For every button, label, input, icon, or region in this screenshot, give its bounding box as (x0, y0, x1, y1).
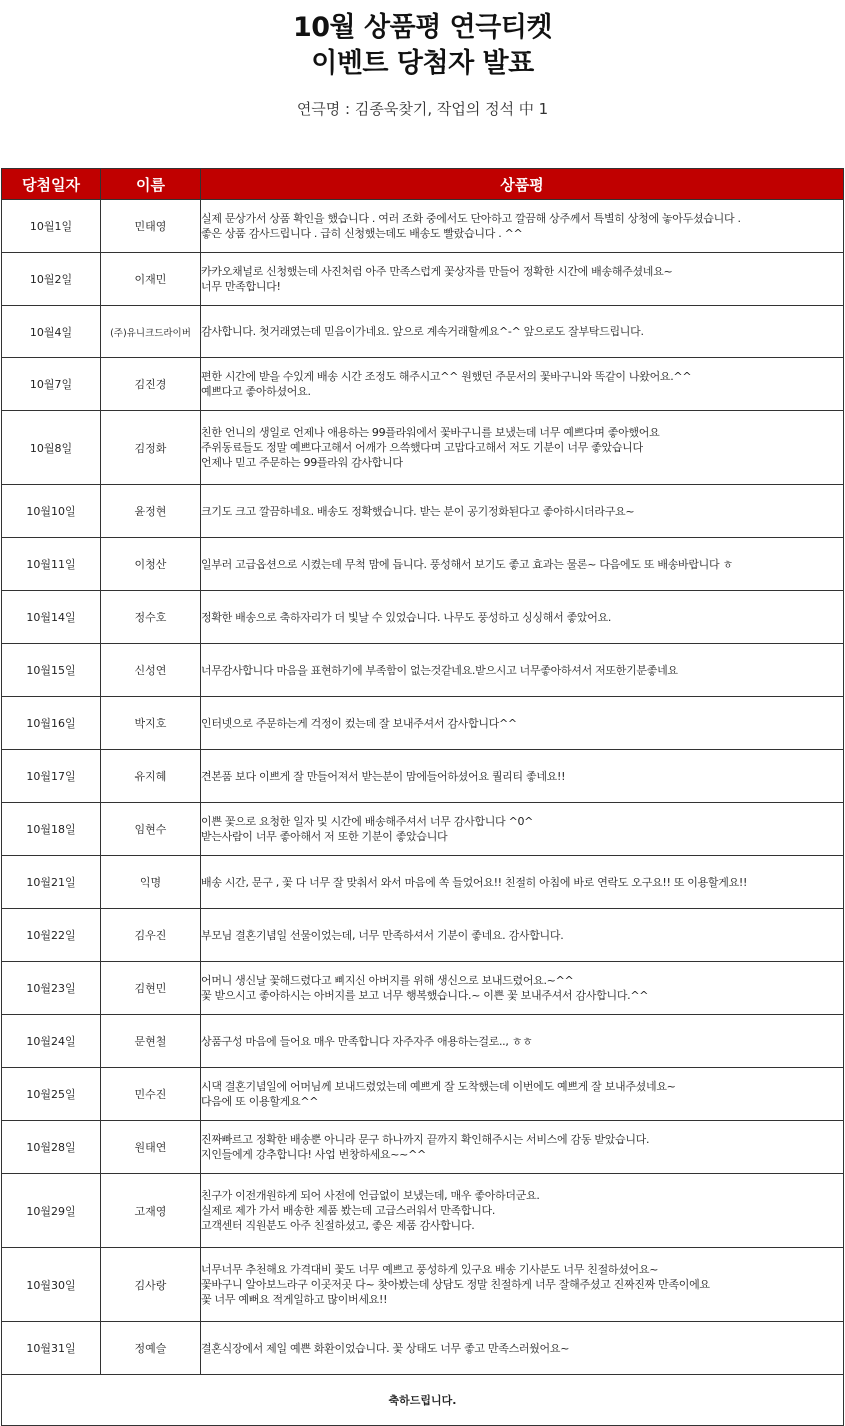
winner-review (201, 1322, 844, 1375)
winner-date: 10월16일 (2, 697, 101, 750)
review-line: 배송 시간, 문구 , 꽃 다 너무 잘 맞춰서 와서 마음에 쏙 들었어요!! 친절히 아침에 바로 연락도 오구요!! 또 이용할게요!! (201, 875, 748, 889)
review-line: 꽃바구니 알아보느라구 이곳저곳 다~ 찾아봤는데 상담도 정말 친절하게 너무 잘해주셨고 진짜진짜 만족이에요 (201, 1278, 710, 1291)
play-subtitle: 연극명 : 김종욱찾기, 작업의 정석 中 1 (296, 100, 549, 118)
winner-name: 윤정현 (101, 485, 201, 538)
table-row (2, 803, 844, 856)
table-row (2, 358, 844, 411)
page-title-line2: 이벤트 당첨자 발표 (311, 48, 534, 79)
table-row (2, 697, 844, 750)
winner-name: 임현수 (101, 803, 201, 856)
table-row (2, 1015, 844, 1068)
winner-review (201, 644, 844, 697)
winner-review (201, 962, 844, 1015)
winner-date: 10월14일 (2, 591, 101, 644)
table-row (2, 538, 844, 591)
winner-name: 원태연 (101, 1121, 201, 1174)
review-line: 편한 시간에 받을 수있게 배송 시간 조정도 해주시고^^ 원했던 주문서의 꽃바구니와 똑같이 나왔어요.^^ (201, 370, 692, 383)
review-line: 견본품 보다 이쁘게 잘 만들어져서 받는분이 맘에들어하셨어요 퀄리티 좋네요!! (201, 769, 566, 783)
winner-date: 10월30일 (2, 1248, 101, 1322)
winner-name: 박지호 (101, 697, 201, 750)
winner-name: 김정화 (101, 411, 201, 485)
table-row (2, 909, 844, 962)
review-line: 이쁜 꽃으로 요청한 일자 및 시간에 배송해주셔서 너무 감사합니다 ^0^ (201, 815, 534, 828)
winner-name: 김사랑 (101, 1248, 201, 1322)
review-line: 주위동료들도 정말 예쁘다고해서 어깨가 으쓱했다며 고맙다고해서 저도 기분이 너무 좋았습니다 (201, 441, 643, 454)
winner-date: 10월18일 (2, 803, 101, 856)
review-line: 친한 언니의 생일로 언제나 애용하는 99플라워에서 꽃바구니를 보냈는데 너무 예쁘다며 좋아했어요 (201, 426, 660, 439)
review-line: 결혼식장에서 제일 예쁜 화환이었습니다. 꽃 상태도 너무 좋고 만족스러웠어요~ (201, 1341, 570, 1355)
review-line: 좋은 상품 감사드립니다 . 급히 신청했는데도 배송도 빨랐습니다 . ^^ (201, 227, 523, 240)
table-header-row (2, 169, 844, 200)
page-title-line1: 10월 상품평 연극티켓 (292, 12, 553, 43)
review-line: 어머니 생신날 꽃해드렸다고 삐지신 아버지를 위해 생신으로 보내드렸어요.~^^ (201, 974, 574, 987)
winner-name: 민태영 (101, 200, 201, 253)
winner-date: 10월8일 (2, 411, 101, 485)
review-line: 일부러 고급옵션으로 시켰는데 무척 맘에 듭니다. 풍성해서 보기도 좋고 효과는 물론~ 다음에도 또 배송바랍니다 ㅎ (201, 557, 733, 571)
winner-review (201, 909, 844, 962)
winner-date: 10월4일 (2, 306, 101, 358)
winner-date: 10월22일 (2, 909, 101, 962)
winner-name: 정예슬 (101, 1322, 201, 1375)
footer-row (2, 1375, 844, 1426)
review-line: 언제나 믿고 주문하는 99플라워 감사합니다 (201, 456, 403, 469)
winner-review (201, 200, 844, 253)
winner-name: 유지혜 (101, 750, 201, 803)
winner-date: 10월10일 (2, 485, 101, 538)
winners-table (1, 168, 844, 1426)
table-row (2, 750, 844, 803)
review-line: 시댁 결혼기념일에 어머님께 보내드렸었는데 예쁘게 잘 도착했는데 이번에도 예쁘게 잘 보내주셨네요~ (201, 1080, 676, 1093)
review-line: 예쁘다고 좋아하셨어요. (201, 385, 311, 398)
column-header-date: 당첨일자 (2, 169, 101, 200)
winner-date: 10월25일 (2, 1068, 101, 1121)
winner-review (201, 1015, 844, 1068)
review-line: 받는사람이 너무 좋아해서 저 또한 기분이 좋았습니다 (201, 830, 448, 843)
winner-name: 김현민 (101, 962, 201, 1015)
review-line: 친구가 이전개원하게 되어 사전에 언급없이 보냈는데, 매우 좋아하더군요. (201, 1189, 540, 1202)
winner-name: 이재민 (101, 253, 201, 306)
column-header-name: 이름 (101, 169, 201, 200)
table-row (2, 591, 844, 644)
review-line: 너무감사합니다 마음을 표현하기에 부족함이 없는것같네요.받으시고 너무좋아하셔서 저또한기분좋네요 (201, 663, 678, 677)
review-line: 감사합니다. 첫거래였는데 믿음이가네요. 앞으로 계속거래할께요^-^ 앞으로도 잘부탁드립니다. (201, 325, 644, 338)
winner-review (201, 1174, 844, 1248)
winner-name: 익명 (101, 856, 201, 909)
review-line: 정확한 배송으로 축하자리가 더 빛날 수 있었습니다. 나무도 풍성하고 싱싱해서 좋았어요. (201, 610, 612, 624)
table-row (2, 306, 844, 358)
winner-name: 정수호 (101, 591, 201, 644)
winner-date: 10월29일 (2, 1174, 101, 1248)
winner-review (201, 538, 844, 591)
table-row (2, 485, 844, 538)
winner-date: 10월24일 (2, 1015, 101, 1068)
winner-date: 10월15일 (2, 644, 101, 697)
review-line: 너무 만족합니다! (201, 280, 281, 293)
winner-name: 문현철 (101, 1015, 201, 1068)
winner-date: 10월23일 (2, 962, 101, 1015)
review-line: 실제 문상가서 상품 확인을 했습니다 . 여러 조화 중에서도 단아하고 깔끔해 상주께서 특별히 상청에 놓아두셨습니다 . (201, 212, 741, 225)
review-line: 크기도 크고 깔끔하네요. 배송도 정확했습니다. 받는 분이 공기정화된다고 좋아하시더라구요~ (201, 504, 635, 518)
winner-review (201, 1121, 844, 1174)
winner-name: 신성연 (101, 644, 201, 697)
review-line: 인터넷으로 주문하는게 걱정이 컸는데 잘 보내주셔서 감사합니다^^ (201, 716, 517, 730)
winners-table-body (2, 200, 844, 1375)
winner-name: 민수진 (101, 1068, 201, 1121)
table-row (2, 1068, 844, 1121)
table-row (2, 411, 844, 485)
title-block (0, 10, 845, 119)
winner-date: 10월11일 (2, 538, 101, 591)
table-row (2, 856, 844, 909)
winner-date: 10월17일 (2, 750, 101, 803)
winner-date: 10월1일 (2, 200, 101, 253)
congratulations-message: 축하드립니다. (2, 1375, 844, 1426)
review-line: 고객센터 직원분도 아주 친절하셨고, 좋은 제품 감사합니다. (201, 1219, 475, 1232)
winner-review (201, 485, 844, 538)
winner-review (201, 856, 844, 909)
review-line: 부모님 결혼기념일 선물이었는데, 너무 만족하셔서 기분이 좋네요. 감사합니다. (201, 928, 564, 942)
winner-review (201, 697, 844, 750)
table-row (2, 1322, 844, 1375)
winner-name: 고재영 (101, 1174, 201, 1248)
winner-review (201, 591, 844, 644)
winner-review (201, 306, 844, 358)
review-line: 실제로 제가 가서 배송한 제품 봤는데 고급스러워서 만족합니다. (201, 1204, 496, 1217)
review-line: 너무너무 추천해요 가격대비 꽃도 너무 예쁘고 풍성하게 있구요 배송 기사분도 너무 친절하셨어요~ (201, 1263, 659, 1276)
review-line: 상품구성 마음에 들어요 매우 만족합니다 자주자주 애용하는걸로.., ㅎㅎ (201, 1034, 533, 1048)
winner-date: 10월31일 (2, 1322, 101, 1375)
winner-date: 10월28일 (2, 1121, 101, 1174)
table-row (2, 1174, 844, 1248)
table-row (2, 253, 844, 306)
table-row (2, 962, 844, 1015)
winner-date: 10월21일 (2, 856, 101, 909)
winner-name: (주)유니크드라이버 (101, 306, 201, 358)
winner-name: 김진경 (101, 358, 201, 411)
review-line: 꽃 받으시고 좋아하시는 아버지를 보고 너무 행복했습니다.~ 이쁜 꽃 보내주셔서 감사합니다.^^ (201, 989, 649, 1002)
review-line: 다음에 또 이용할게요^^ (201, 1095, 319, 1108)
winner-date: 10월2일 (2, 253, 101, 306)
review-line: 진짜빠르고 정확한 배송뿐 아니라 문구 하나까지 끝까지 확인해주시는 서비스에 감동 받았습니다. (201, 1133, 650, 1146)
table-row (2, 1248, 844, 1322)
winner-review (201, 411, 844, 485)
review-line: 꽃 너무 예뻐요 적게일하고 많이버세요!! (201, 1293, 388, 1306)
table-row (2, 200, 844, 253)
winner-name: 이청산 (101, 538, 201, 591)
column-header-review: 상품평 (201, 169, 844, 200)
winner-review (201, 253, 844, 306)
table-row (2, 1121, 844, 1174)
review-line: 카카오채널로 신청했는데 사진처럼 아주 만족스럽게 꽃상자를 만들어 정확한 시간에 배송해주셨네요~ (201, 265, 673, 278)
winner-date: 10월7일 (2, 358, 101, 411)
winner-review (201, 803, 844, 856)
table-row (2, 644, 844, 697)
winner-review (201, 1068, 844, 1121)
winner-review (201, 750, 844, 803)
winner-review (201, 358, 844, 411)
review-line: 지인들에게 강추합니다! 사업 번창하세요~~^^ (201, 1148, 426, 1161)
winner-review (201, 1248, 844, 1322)
winner-name: 김우진 (101, 909, 201, 962)
